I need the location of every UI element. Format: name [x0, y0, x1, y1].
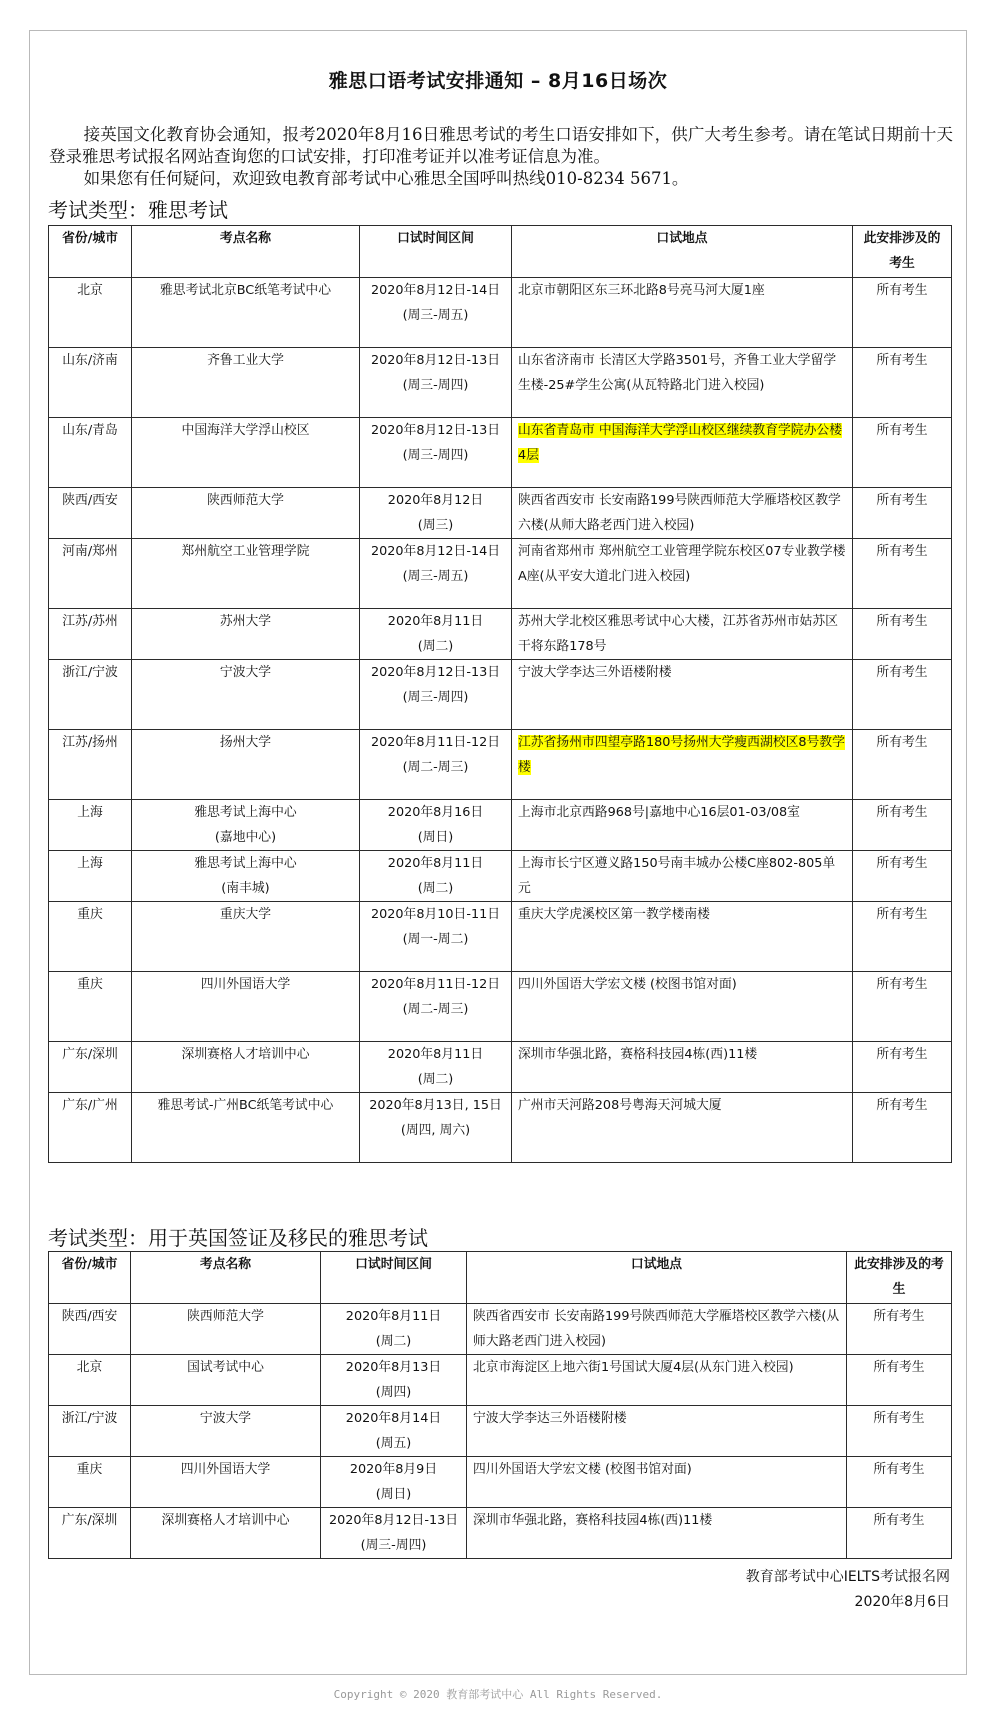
table-row: [49, 1508, 952, 1559]
time-date: 2020年8月14日: [345, 1411, 442, 1426]
time-weekday: (周三): [417, 518, 454, 533]
location-text: 宁波大学李达三外语楼附楼: [473, 1411, 627, 1426]
cell-province: 广东/深圳: [49, 1508, 131, 1559]
time-weekday: (周日): [375, 1487, 412, 1502]
table-row: [49, 1355, 952, 1406]
location-text: 北京市海淀区上地六街1号国试大厦4层(从东门进入校园): [473, 1360, 794, 1375]
table-row: [49, 851, 952, 902]
location-text: 陕西省西安市 长安南路199号陕西师范大学雁塔校区教学六楼(从师大路老西门进入校园): [518, 493, 841, 533]
table-row: [49, 278, 952, 348]
location-text: 四川外国语大学宏文楼 (校图书馆对面): [518, 977, 737, 992]
section-1-heading: 考试类型：雅思考试: [48, 198, 228, 222]
time-date: 2020年8月12日-13日: [370, 423, 501, 438]
time-weekday: (周二): [417, 1072, 454, 1087]
table-row: [49, 1042, 952, 1093]
cell-scope: 所有考生: [853, 278, 952, 348]
time-weekday: (周三-周四): [360, 1538, 427, 1553]
header-province: 省份/城市: [49, 1252, 131, 1304]
cell-province: 山东/济南: [49, 348, 132, 418]
time-weekday: (周四, 周六): [400, 1123, 471, 1138]
cell-province: 浙江/宁波: [49, 1406, 131, 1457]
time-weekday: (周三-周四): [402, 378, 469, 393]
time-weekday: (周三-周四): [402, 448, 469, 463]
center-name: 苏州大学: [219, 614, 272, 629]
cell-province: 上海: [49, 851, 132, 902]
cell-time: [360, 800, 512, 851]
cell-location: [512, 1042, 853, 1093]
table-row: [49, 1457, 952, 1508]
cell-scope: 所有考生: [853, 418, 952, 488]
center-name: 宁波大学: [219, 665, 272, 680]
cell-center: [131, 1304, 321, 1355]
cell-scope: 所有考生: [847, 1457, 952, 1508]
time-weekday: (周二): [417, 639, 454, 654]
cell-province: 山东/青岛: [49, 418, 132, 488]
location-highlighted: 山东省青岛市 中国海洋大学浮山校区继续教育学院办公楼4层: [518, 423, 842, 463]
cell-scope: 所有考生: [853, 902, 952, 972]
cell-time: [360, 1093, 512, 1163]
cell-province: 广东/广州: [49, 1093, 132, 1163]
time-date: 2020年8月13日: [345, 1360, 442, 1375]
header-province: 省份/城市: [49, 226, 132, 278]
table-row: [49, 1406, 952, 1457]
intro-paragraph-2: 如果您有任何疑问，欢迎致电教育部考试中心雅思全国呼叫热线010-8234 5671。: [83, 169, 689, 188]
table-row: [49, 418, 952, 488]
location-highlighted: 江苏省扬州市四望亭路180号扬州大学瘦西湖校区8号教学楼: [518, 735, 845, 775]
intro-paragraph-1: 接英国文化教育协会通知，报考2020年8月16日雅思考试的考生口语安排如下，供广大考生参考。请在笔试日期前十天登录雅思考试报名网站查询您的口试安排，打印准考证并以准考证信息为准。: [49, 125, 953, 166]
cell-center: [132, 902, 360, 972]
cell-location: [512, 800, 853, 851]
location-text: 上海市北京西路968号|嘉地中心16层01-03/08室: [518, 805, 800, 820]
time-date: 2020年8月10日-11日: [370, 907, 501, 922]
time-date: 2020年8月9日: [349, 1462, 438, 1477]
table-row: [49, 348, 952, 418]
header-location: 口试地点: [512, 226, 853, 278]
cell-time: [321, 1406, 467, 1457]
center-name: 深圳赛格人才培训中心: [161, 1513, 290, 1528]
intro-text: [49, 124, 953, 190]
cell-scope: 所有考生: [853, 800, 952, 851]
cell-location: [512, 972, 853, 1042]
cell-center: [132, 348, 360, 418]
center-name: 雅思考试-广州BC纸笔考试中心: [157, 1098, 334, 1113]
cell-location: [512, 902, 853, 972]
time-date: 2020年8月12日-14日: [370, 544, 501, 559]
header-scope: 此安排涉及的考生: [853, 226, 952, 278]
cell-scope: 所有考生: [853, 1093, 952, 1163]
cell-scope: 所有考生: [853, 488, 952, 539]
center-name: 重庆大学: [219, 907, 272, 922]
table-row: [49, 1093, 952, 1163]
page-title: 雅思口语考试安排通知 – 8月16日场次: [328, 70, 668, 92]
cell-center: [132, 1042, 360, 1093]
time-weekday: (周三-周五): [402, 308, 469, 323]
table-header-row: [49, 1252, 952, 1304]
center-name: 雅思考试上海中心: [194, 805, 297, 820]
cell-location: [512, 488, 853, 539]
cell-location: [512, 1093, 853, 1163]
table-row: [49, 1304, 952, 1355]
location-text: 深圳市华强北路，赛格科技园4栋(西)11楼: [518, 1047, 758, 1062]
section-1-table: [48, 225, 952, 1163]
cell-time: [321, 1355, 467, 1406]
time-date: 2020年8月11日-12日: [370, 977, 501, 992]
cell-province: 上海: [49, 800, 132, 851]
cell-center: [132, 851, 360, 902]
table-row: [49, 730, 952, 800]
location-text: 宁波大学李达三外语楼附楼: [518, 665, 672, 680]
cell-scope: 所有考生: [853, 730, 952, 800]
cell-center: [132, 730, 360, 800]
location-text: 北京市朝阳区东三环北路8号亮马河大厦1座: [518, 283, 765, 298]
cell-time: [360, 488, 512, 539]
center-name: 四川外国语大学: [200, 977, 291, 992]
time-weekday: (周二): [375, 1334, 412, 1349]
header-scope: 此安排涉及的考生: [847, 1252, 952, 1304]
location-text: 上海市长宁区遵义路150号南丰城办公楼C座802-805单元: [518, 856, 836, 896]
cell-time: [321, 1304, 467, 1355]
cell-province: 陕西/西安: [49, 1304, 131, 1355]
time-date: 2020年8月12日: [387, 493, 484, 508]
center-name: 齐鲁工业大学: [207, 353, 284, 368]
center-name: 陕西师范大学: [207, 493, 284, 508]
cell-scope: 所有考生: [853, 609, 952, 660]
header-time: 口试时间区间: [360, 226, 512, 278]
table-header-row: [49, 226, 952, 278]
cell-center: [132, 609, 360, 660]
table-row: [49, 800, 952, 851]
cell-center: [132, 1093, 360, 1163]
copyright: Copyright © 2020 教育部考试中心 All Rights Reserved.: [333, 1688, 663, 1701]
cell-center: [132, 539, 360, 609]
cell-scope: 所有考生: [853, 539, 952, 609]
cell-center: [131, 1406, 321, 1457]
cell-location: [467, 1508, 847, 1559]
table-row: [49, 660, 952, 730]
center-subname: (嘉地中心): [214, 830, 277, 845]
cell-province: 广东/深圳: [49, 1042, 132, 1093]
section-2-table: [48, 1251, 952, 1559]
cell-scope: 所有考生: [847, 1508, 952, 1559]
center-subname: (南丰城): [221, 881, 270, 896]
cell-province: 北京: [49, 1355, 131, 1406]
center-name: 宁波大学: [199, 1411, 252, 1426]
cell-scope: 所有考生: [847, 1355, 952, 1406]
cell-location: [512, 730, 853, 800]
header-time: 口试时间区间: [321, 1252, 467, 1304]
cell-scope: 所有考生: [853, 1042, 952, 1093]
cell-time: [360, 902, 512, 972]
cell-center: [131, 1508, 321, 1559]
cell-time: [360, 609, 512, 660]
cell-province: 重庆: [49, 902, 132, 972]
cell-time: [360, 418, 512, 488]
center-name: 四川外国语大学: [180, 1462, 271, 1477]
header-location: 口试地点: [467, 1252, 847, 1304]
center-name: 郑州航空工业管理学院: [181, 544, 310, 559]
cell-scope: 所有考生: [847, 1304, 952, 1355]
table-row: [49, 902, 952, 972]
cell-time: [360, 660, 512, 730]
center-name: 扬州大学: [219, 735, 272, 750]
time-date: 2020年8月13日, 15日: [369, 1098, 502, 1113]
cell-time: [360, 730, 512, 800]
cell-scope: 所有考生: [853, 348, 952, 418]
section-2-heading: 考试类型：用于英国签证及移民的雅思考试: [48, 1226, 428, 1250]
time-weekday: (周三-周五): [402, 569, 469, 584]
center-name: 国试考试中心: [187, 1360, 264, 1375]
cell-time: [360, 1042, 512, 1093]
cell-location: [512, 609, 853, 660]
location-text: 广州市天河路208号粤海天河城大厦: [518, 1098, 722, 1113]
location-text: 苏州大学北校区雅思考试中心大楼，江苏省苏州市姑苏区干将东路178号: [518, 614, 838, 654]
cell-location: [467, 1457, 847, 1508]
center-name: 中国海洋大学浮山校区: [181, 423, 310, 438]
cell-province: 北京: [49, 278, 132, 348]
footer-date: 2020年8月6日: [854, 1594, 950, 1610]
center-name: 陕西师范大学: [187, 1309, 264, 1324]
cell-time: [360, 539, 512, 609]
cell-time: [360, 851, 512, 902]
cell-time: [360, 348, 512, 418]
cell-scope: 所有考生: [853, 972, 952, 1042]
cell-center: [131, 1355, 321, 1406]
cell-time: [321, 1508, 467, 1559]
time-weekday: (周日): [417, 830, 454, 845]
time-weekday: (周五): [375, 1436, 412, 1451]
cell-location: [512, 660, 853, 730]
header-center: 考点名称: [132, 226, 360, 278]
cell-time: [321, 1457, 467, 1508]
time-weekday: (周二-周三): [402, 1002, 469, 1017]
cell-center: [131, 1457, 321, 1508]
time-date: 2020年8月12日-14日: [370, 283, 501, 298]
cell-province: 重庆: [49, 972, 132, 1042]
table-row: [49, 539, 952, 609]
time-date: 2020年8月11日: [387, 614, 484, 629]
cell-center: [132, 488, 360, 539]
cell-location: [512, 348, 853, 418]
location-text: 重庆大学虎溪校区第一教学楼南楼: [518, 907, 710, 922]
time-date: 2020年8月11日: [387, 1047, 484, 1062]
header-center: 考点名称: [131, 1252, 321, 1304]
center-name: 深圳赛格人才培训中心: [181, 1047, 310, 1062]
cell-location: [512, 418, 853, 488]
cell-location: [467, 1304, 847, 1355]
footer-organization: 教育部考试中心IELTS考试报名网: [745, 1569, 950, 1585]
cell-location: [512, 851, 853, 902]
cell-location: [467, 1355, 847, 1406]
cell-location: [512, 539, 853, 609]
cell-scope: 所有考生: [847, 1406, 952, 1457]
cell-time: [360, 972, 512, 1042]
location-text: 深圳市华强北路，赛格科技园4栋(西)11楼: [473, 1513, 713, 1528]
cell-province: 江苏/苏州: [49, 609, 132, 660]
cell-scope: 所有考生: [853, 660, 952, 730]
time-weekday: (周二): [417, 881, 454, 896]
cell-province: 重庆: [49, 1457, 131, 1508]
time-weekday: (周二-周三): [402, 760, 469, 775]
time-date: 2020年8月11日: [345, 1309, 442, 1324]
cell-province: 陕西/西安: [49, 488, 132, 539]
cell-province: 河南/郑州: [49, 539, 132, 609]
time-date: 2020年8月12日-13日: [370, 353, 501, 368]
cell-center: [132, 418, 360, 488]
cell-center: [132, 972, 360, 1042]
cell-province: 浙江/宁波: [49, 660, 132, 730]
cell-location: [467, 1406, 847, 1457]
time-date: 2020年8月12日-13日: [370, 665, 501, 680]
time-date: 2020年8月12日-13日: [328, 1513, 459, 1528]
center-name: 雅思考试北京BC纸笔考试中心: [159, 283, 332, 298]
time-weekday: (周一-周二): [402, 932, 469, 947]
cell-center: [132, 800, 360, 851]
table-row: [49, 488, 952, 539]
location-text: 陕西省西安市 长安南路199号陕西师范大学雁塔校区教学六楼(从师大路老西门进入校园): [473, 1309, 840, 1349]
time-date: 2020年8月11日-12日: [370, 735, 501, 750]
time-weekday: (周四): [375, 1385, 412, 1400]
location-text: 四川外国语大学宏文楼 (校图书馆对面): [473, 1462, 692, 1477]
cell-location: [512, 278, 853, 348]
time-date: 2020年8月16日: [387, 805, 484, 820]
time-date: 2020年8月11日: [387, 856, 484, 871]
cell-province: 江苏/扬州: [49, 730, 132, 800]
center-name: 雅思考试上海中心: [194, 856, 297, 871]
cell-time: [360, 278, 512, 348]
table-row: [49, 609, 952, 660]
cell-scope: 所有考生: [853, 851, 952, 902]
location-text: 河南省郑州市 郑州航空工业管理学院东校区07专业教学楼A座(从平安大道北门进入校园): [518, 544, 846, 584]
table-row: [49, 972, 952, 1042]
time-weekday: (周三-周四): [402, 690, 469, 705]
cell-center: [132, 660, 360, 730]
location-text: 山东省济南市 长清区大学路3501号，齐鲁工业大学留学生楼-25#学生公寓(从瓦特路北门进入校园): [518, 353, 837, 393]
cell-center: [132, 278, 360, 348]
